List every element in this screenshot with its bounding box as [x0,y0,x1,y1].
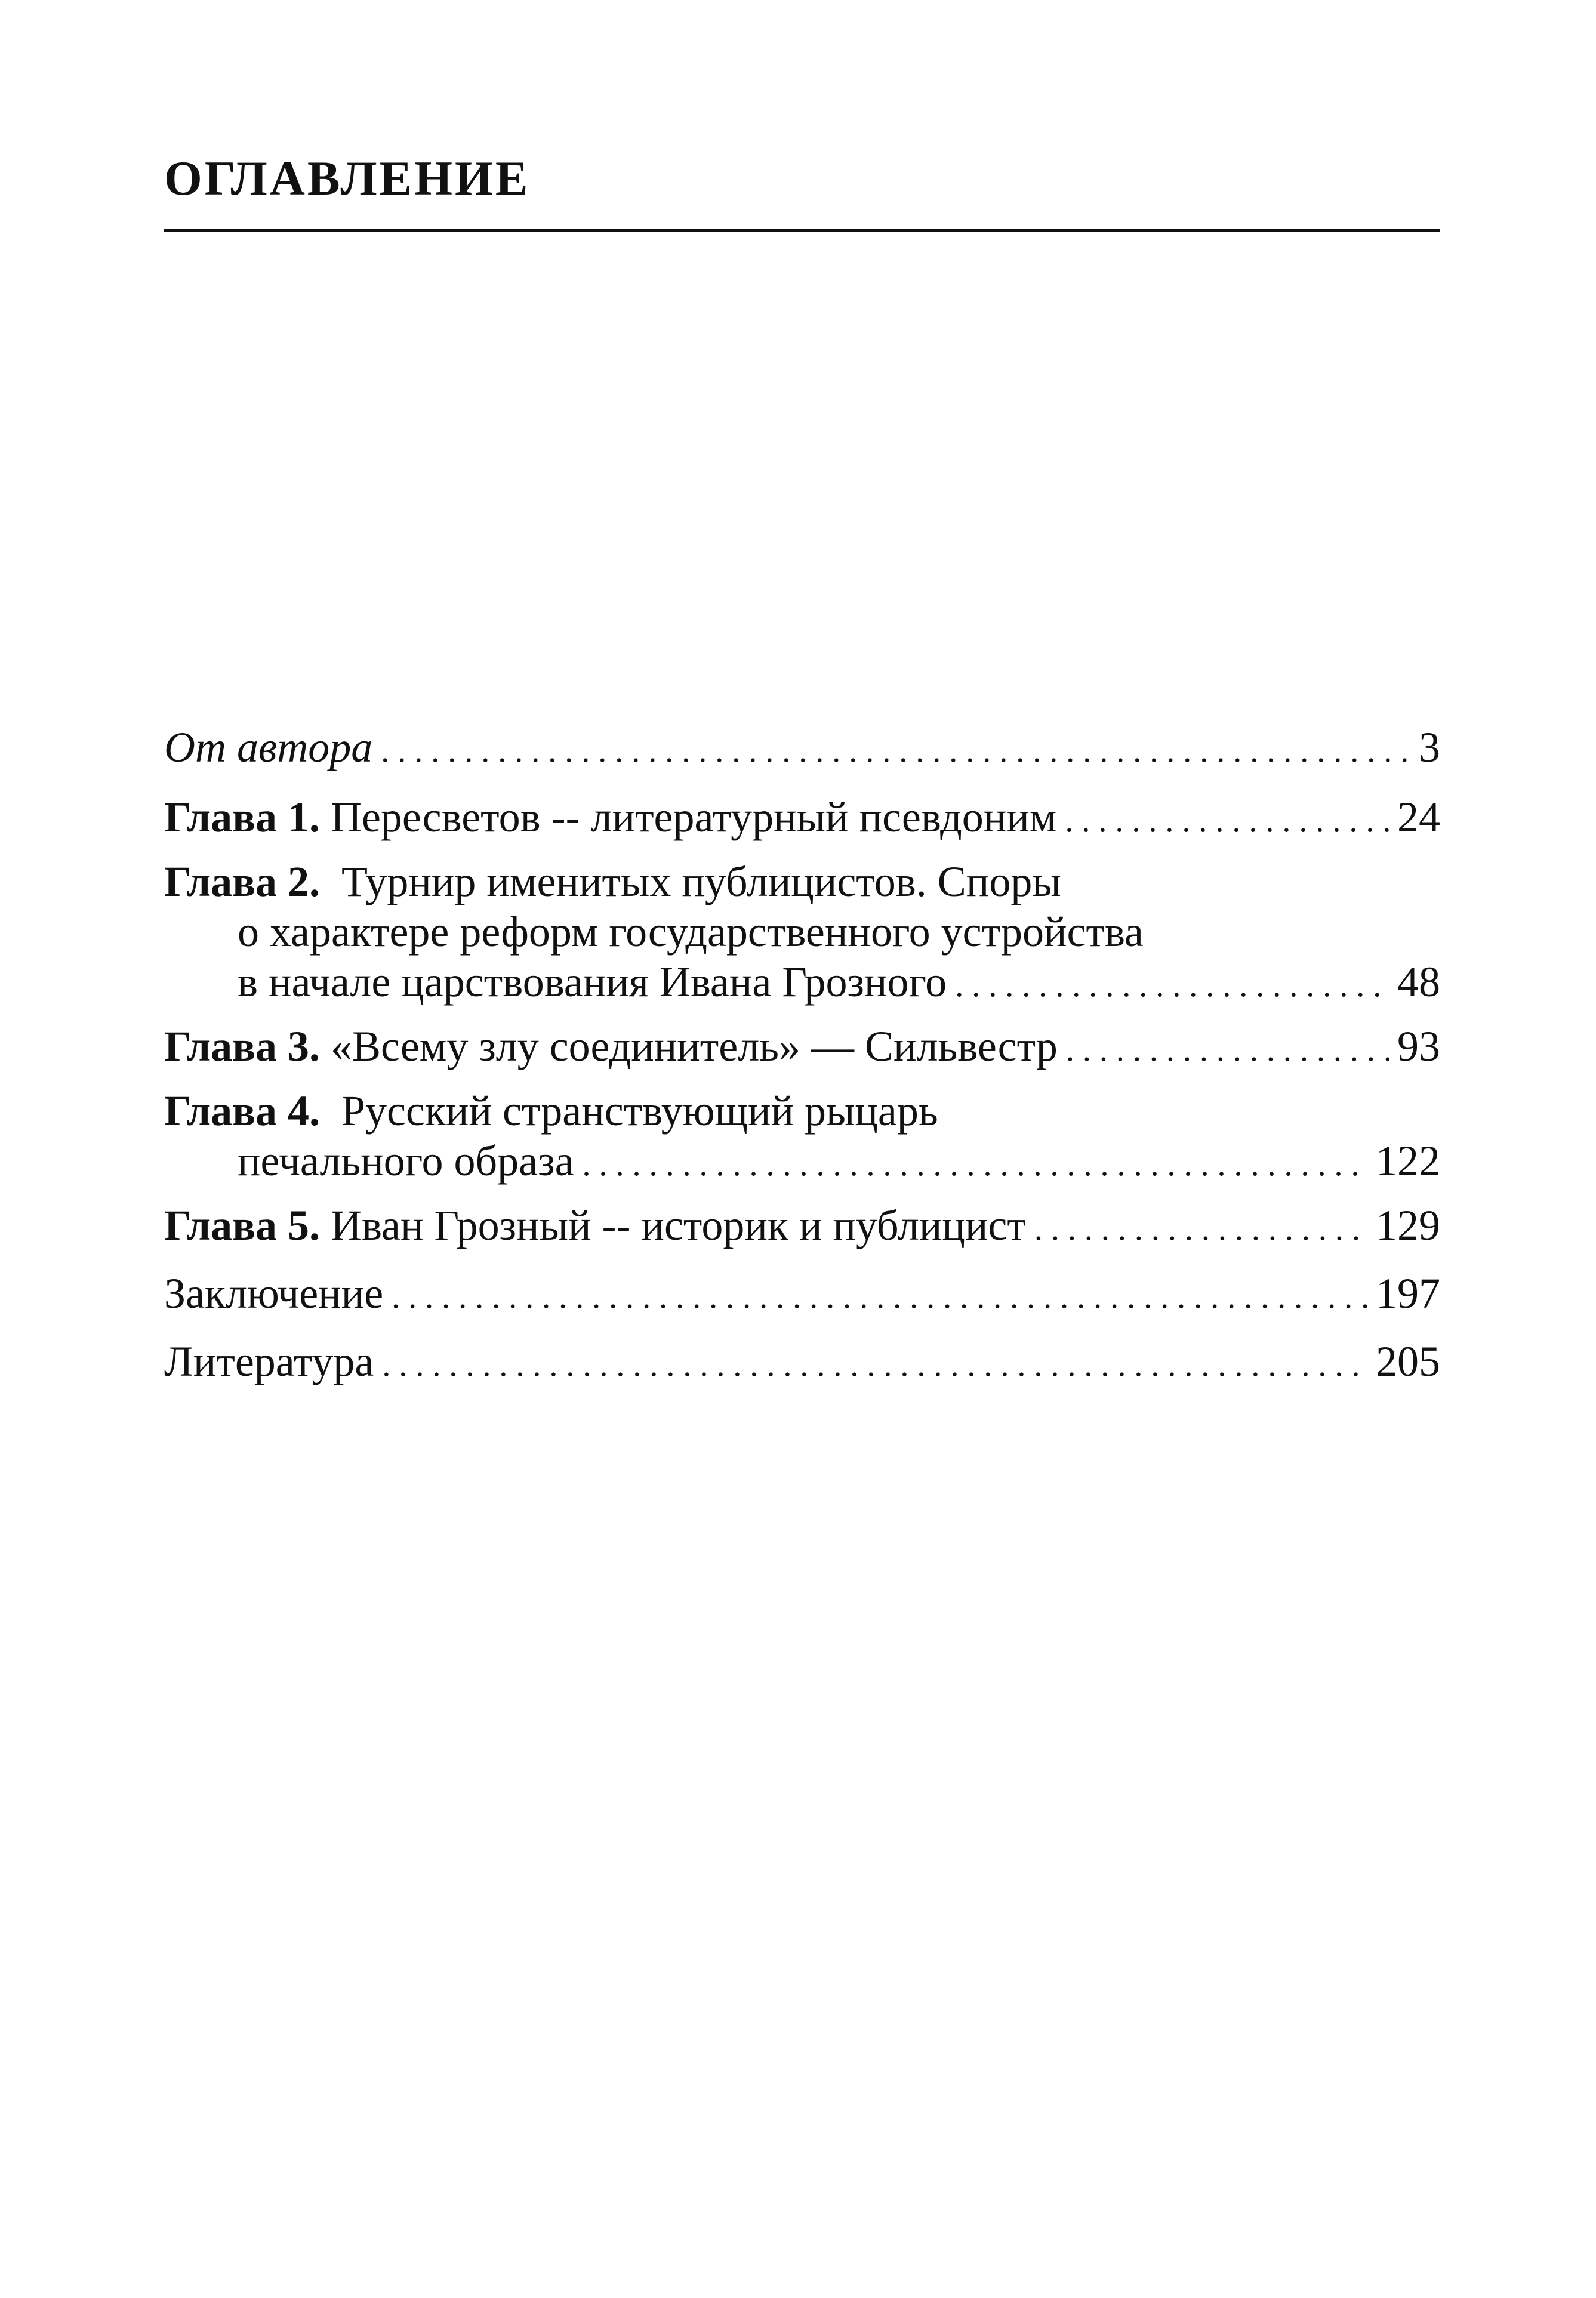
chapter-title: Русский странствующий рыцарь [341,1087,938,1135]
chapter-title: Иван Грозный -- историк и публицист [330,1202,1026,1249]
page-title: ОГЛАВЛЕНИЕ [164,151,531,205]
dot-leader [955,960,1391,1011]
chapter-title: Турнир именитых публицистов. Споры [341,858,1061,905]
dot-leader [392,1272,1370,1322]
toc-entry-chapter-1 [164,792,1440,842]
toc-entry-literature [164,1336,1440,1387]
chapter-title-continued: в начале царствования Ивана Грозного [238,958,947,1006]
table-of-contents [164,722,1440,1387]
toc-page-number: 93 [1397,1022,1440,1070]
toc-entry-title: От автора [164,723,373,771]
toc-page-number: 3 [1419,723,1440,771]
toc-entry-chapter-4 [164,1086,1440,1186]
chapter-title-continued: о характере реформ государственного устройства [238,908,1144,956]
dot-leader [1034,1204,1370,1254]
chapter-label: Глава 4. [164,1087,320,1135]
toc-entry-chapter-2 [164,857,1440,1007]
title-rule [164,229,1440,232]
toc-page-number: 205 [1376,1338,1440,1385]
toc-entry-title: Литература [164,1338,374,1385]
dot-leader [381,726,1413,776]
toc-page-number: 24 [1397,793,1440,841]
chapter-label: Глава 2. [164,858,320,905]
toc-page-number: 197 [1376,1270,1440,1317]
chapter-label: Глава 1. [164,793,320,841]
toc-entry-conclusion [164,1268,1440,1319]
toc-entry-chapter-5 [164,1200,1440,1250]
toc-entry-chapter-3 [164,1021,1440,1071]
toc-page-number: 129 [1376,1202,1440,1249]
toc-entry-preface [164,722,1440,772]
dot-leader [1066,1025,1391,1075]
chapter-title: «Всему злу соединитель» — Сильвестр [330,1022,1058,1070]
chapter-label: Глава 5. [164,1202,320,1249]
toc-page-number: 122 [1376,1137,1440,1185]
dot-leader [382,1340,1370,1390]
dot-leader [583,1139,1370,1190]
toc-entry-title: Заключение [164,1270,384,1317]
chapter-title-continued: печального образа [238,1137,574,1185]
toc-page-number: 48 [1397,958,1440,1006]
chapter-label: Глава 3. [164,1022,320,1070]
chapter-title: Пересветов -- литературный псевдоним [330,793,1057,841]
dot-leader [1065,796,1391,846]
